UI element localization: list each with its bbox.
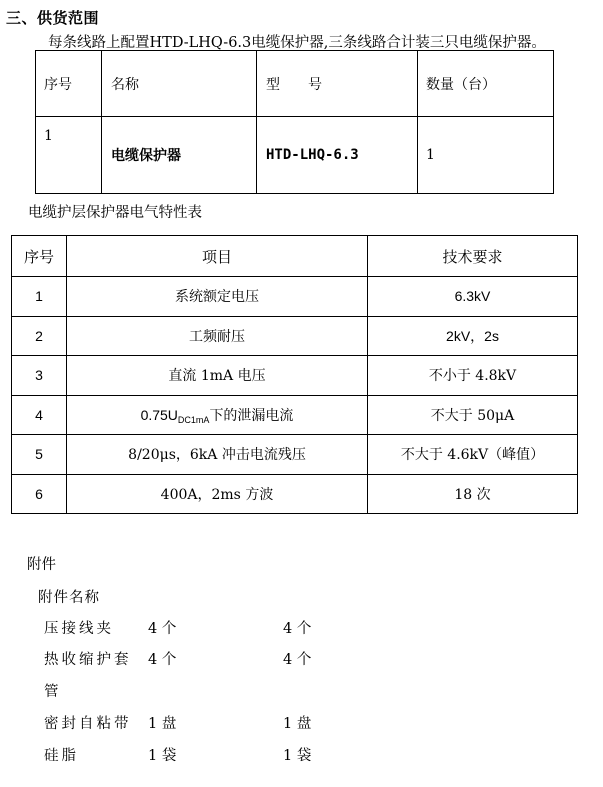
spec-table-header [12,236,578,277]
accessory-qty: 4 个 [148,621,177,637]
accessory-qty: 1 盘 [283,716,312,732]
leakage-current-label: 下的泄漏电流 [209,407,294,424]
table-cell: 5 [12,435,67,475]
table-cell [67,395,368,435]
table-cell: 3 [12,356,67,396]
table-cell: 2kV，2s [368,316,578,356]
supply-table-header [36,51,554,117]
table-cell: 4 [12,395,67,435]
accessory-qty: 4 个 [148,652,177,668]
header-cell: 技术要求 [368,236,578,277]
accessory-name: 硅脂 [44,748,79,764]
table-row [12,395,578,435]
accessories-title: 附件 [27,557,56,573]
table-cell: 工频耐压 [67,316,368,356]
table-cell: 1 [418,117,554,194]
table-row [36,117,554,194]
accessory-name: 密封自粘带 [44,716,132,732]
table-row [12,474,578,514]
table-cell: 18 次 [368,474,578,514]
table-cell: 8/20μs，6kA 冲击电流残压 [67,435,368,475]
accessory-qty: 1 袋 [148,748,177,764]
leakage-voltage-label: 0.75U [140,406,178,423]
table-row [12,277,578,317]
table-cell: 电缆保护器 [102,117,257,194]
table-cell: 6.3kV [368,277,578,317]
subscript-dc1ma: DC1mA [177,414,210,425]
table-row [12,356,578,396]
accessory-qty: 1 盘 [148,716,177,732]
table-cell: 系统额定电压 [67,277,368,317]
table-cell: 不大于 50μA [368,395,578,435]
table-row [12,435,578,475]
table-cell: 400A，2ms 方波 [67,474,368,514]
accessory-qty: 1 袋 [283,748,312,764]
table-cell: 2 [12,316,67,356]
header-cell: 序号 [12,236,67,277]
table-row [12,316,578,356]
table-cell: 不大于 4.6kV（峰值） [368,435,578,475]
spec-table-caption: 电缆护层保护器电气特性表 [28,205,202,221]
header-cell: 型 号 [257,51,418,117]
table-cell: HTD-LHQ-6.3 [257,117,418,194]
table-cell: 1 [12,277,67,317]
intro-paragraph: 每条线路上配置HTD-LHQ-6.3电缆保护器,三条线路合计装三只电缆保护器。 [48,35,546,51]
table-cell: 1 [36,117,102,194]
header-cell: 序号 [36,51,102,117]
table-cell: 6 [12,474,67,514]
accessory-name: 压接线夹 [44,621,114,637]
table-cell: 直流 1mA 电压 [67,356,368,396]
section-title: 三、供货范围 [6,9,100,27]
accessory-name-continued: 管 [44,684,59,700]
accessory-name: 热收缩护套 [44,652,132,668]
header-cell: 数量（台） [418,51,554,117]
header-cell: 项目 [67,236,368,277]
supply-table [35,50,554,194]
table-cell: 不小于 4.8kV [368,356,578,396]
accessory-qty: 4 个 [283,621,312,637]
header-cell: 名称 [102,51,257,117]
spec-table [11,235,578,514]
accessories-subtitle: 附件名称 [38,590,100,606]
accessory-qty: 4 个 [283,652,312,668]
